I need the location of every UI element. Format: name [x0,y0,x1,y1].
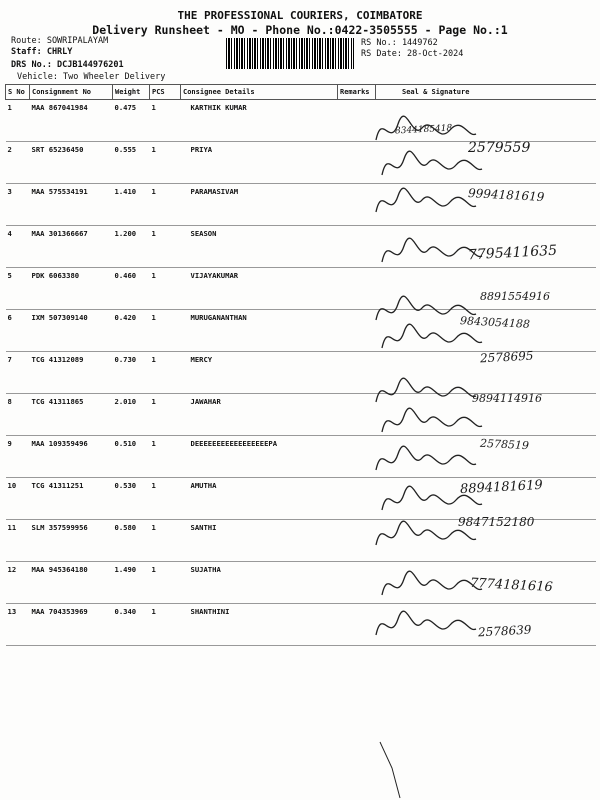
signature-scribble [378,565,488,605]
staff: Staff: CHRLY [11,47,73,57]
handwritten-number: 2578639 [477,622,532,640]
cell-sno: 7 [6,352,30,394]
cell-consignee: VIJAYAKUMAR [181,268,338,310]
col-pcs: PCS [150,85,181,100]
cell-remarks [338,142,376,184]
vehicle: Vehicle: Two Wheeler Delivery [17,72,166,82]
cell-consignment: MAA 867041984 [30,100,113,142]
cell-consignee: SUJATHA [181,562,338,604]
cell-weight: 0.530 [113,478,150,520]
cell-weight: 0.580 [113,520,150,562]
runsheet-subtitle: Delivery Runsheet - MO - Phone No.:0422-3505555 - Page No.:1 [92,23,508,37]
signature-scribble [378,480,488,520]
cell-consignment: MAA 109359496 [30,436,113,478]
signature-scribble [378,318,488,358]
cell-sno: 2 [6,142,30,184]
cell-pcs: 1 [150,268,181,310]
cell-weight: 0.340 [113,604,150,646]
company-title: THE PROFESSIONAL COURIERS, COIMBATORE [177,9,423,22]
rs-date: RS Date: 28-Oct-2024 [361,49,464,59]
cell-weight: 1.200 [113,226,150,268]
cell-consignment: MAA 704353969 [30,604,113,646]
cell-sno: 8 [6,394,30,436]
cell-consignment: PDK 6063380 [30,268,113,310]
table-row [6,100,596,142]
cell-consignment: MAA 945364180 [30,562,113,604]
cell-consignee: JAWAHAR [181,394,338,436]
cell-pcs: 1 [150,184,181,226]
cell-remarks [338,352,376,394]
route: Route: SOWRIPALAYAM [11,36,109,46]
cell-pcs: 1 [150,478,181,520]
signature-scribble [378,145,488,185]
cell-pcs: 1 [150,100,181,142]
runsheet-table [5,84,596,646]
cell-pcs: 1 [150,394,181,436]
cell-remarks [338,310,376,352]
signature-scribble [372,440,482,480]
handwritten-number: 9894114916 [472,392,542,405]
cell-remarks [338,100,376,142]
cell-sno: 12 [6,562,30,604]
cell-consignee: AMUTHA [181,478,338,520]
cell-consignment: SLM 357599956 [30,520,113,562]
cell-sno: 11 [6,520,30,562]
handwritten-number: 8891554916 [480,290,550,303]
cell-pcs: 1 [150,226,181,268]
cell-remarks [338,604,376,646]
handwritten-number: 8894181619 [459,477,544,498]
table-row [6,268,596,310]
cell-consignee: DEEEEEEEEEEEEEEEEEPA [181,436,338,478]
col-consignment: Consignment No [30,85,113,100]
cell-sno: 1 [6,100,30,142]
cell-consignment: IXM 507309140 [30,310,113,352]
cell-weight: 1.410 [113,184,150,226]
cell-remarks [338,184,376,226]
cell-consignment: SRT 65236450 [30,142,113,184]
cell-sno: 10 [6,478,30,520]
signature-scribble [372,182,482,222]
cell-pcs: 1 [150,604,181,646]
cell-pcs: 1 [150,352,181,394]
cell-pcs: 1 [150,520,181,562]
handwritten-number: 9994181619 [467,186,545,204]
cell-consignment: MAA 301366667 [30,226,113,268]
cell-remarks [338,520,376,562]
cell-sno: 9 [6,436,30,478]
cell-weight: 0.475 [113,100,150,142]
handwritten-number: 7774181616 [469,575,554,596]
signature-scribble [378,232,488,272]
handwritten-number: 2578695 [479,348,534,366]
cell-consignment: TCG 41312089 [30,352,113,394]
cell-sno: 4 [6,226,30,268]
cell-consignee: PARAMASIVAM [181,184,338,226]
table-header [6,85,596,100]
cell-consignment: MAA 575534191 [30,184,113,226]
cell-consignee: PRIYA [181,142,338,184]
signature-scribble [378,402,488,442]
signature-scribble [372,515,482,555]
col-sno: S No [6,85,30,100]
cell-consignee: SEASON [181,226,338,268]
handwritten-number: 9843054188 [459,314,531,331]
pen-mark [378,740,408,800]
cell-remarks [338,562,376,604]
cell-weight: 0.730 [113,352,150,394]
cell-consignee: MERCY [181,352,338,394]
col-weight: Weight [113,85,150,100]
col-remarks: Remarks [338,85,376,100]
cell-sno: 13 [6,604,30,646]
signature-scribble [372,605,482,645]
cell-remarks [338,436,376,478]
cell-weight: 0.510 [113,436,150,478]
barcode [226,38,354,69]
cell-weight: 0.420 [113,310,150,352]
cell-consignee: SANTHI [181,520,338,562]
cell-remarks [338,478,376,520]
cell-consignment: TCG 41311251 [30,478,113,520]
cell-pcs: 1 [150,562,181,604]
handwritten-number: 8344185418 [394,123,453,137]
col-signature: Seal & Signature [376,85,596,100]
rs-number: RS No.: 1449762 [361,38,438,48]
handwritten-number: 2579559 [468,140,531,156]
cell-weight: 2.010 [113,394,150,436]
col-consignee: Consignee Details [181,85,338,100]
cell-consignment: TCG 41311865 [30,394,113,436]
cell-remarks [338,268,376,310]
cell-weight: 0.555 [113,142,150,184]
cell-sno: 3 [6,184,30,226]
cell-pcs: 1 [150,142,181,184]
cell-pcs: 1 [150,436,181,478]
handwritten-number: 9847152180 [458,515,535,529]
signature-scribble [372,110,482,150]
handwritten-number: 2578519 [479,436,530,453]
cell-weight: 1.490 [113,562,150,604]
drs-number: DRS No.: DCJB144976201 [11,60,124,70]
cell-consignee: KARTHIK KUMAR [181,100,338,142]
cell-remarks [338,226,376,268]
handwritten-number: 7795411635 [467,242,558,264]
cell-sno: 5 [6,268,30,310]
cell-consignee: MURUGANANTHAN [181,310,338,352]
cell-sno: 6 [6,310,30,352]
cell-remarks [338,394,376,436]
cell-pcs: 1 [150,310,181,352]
cell-consignee: SHANTHINI [181,604,338,646]
cell-weight: 0.460 [113,268,150,310]
